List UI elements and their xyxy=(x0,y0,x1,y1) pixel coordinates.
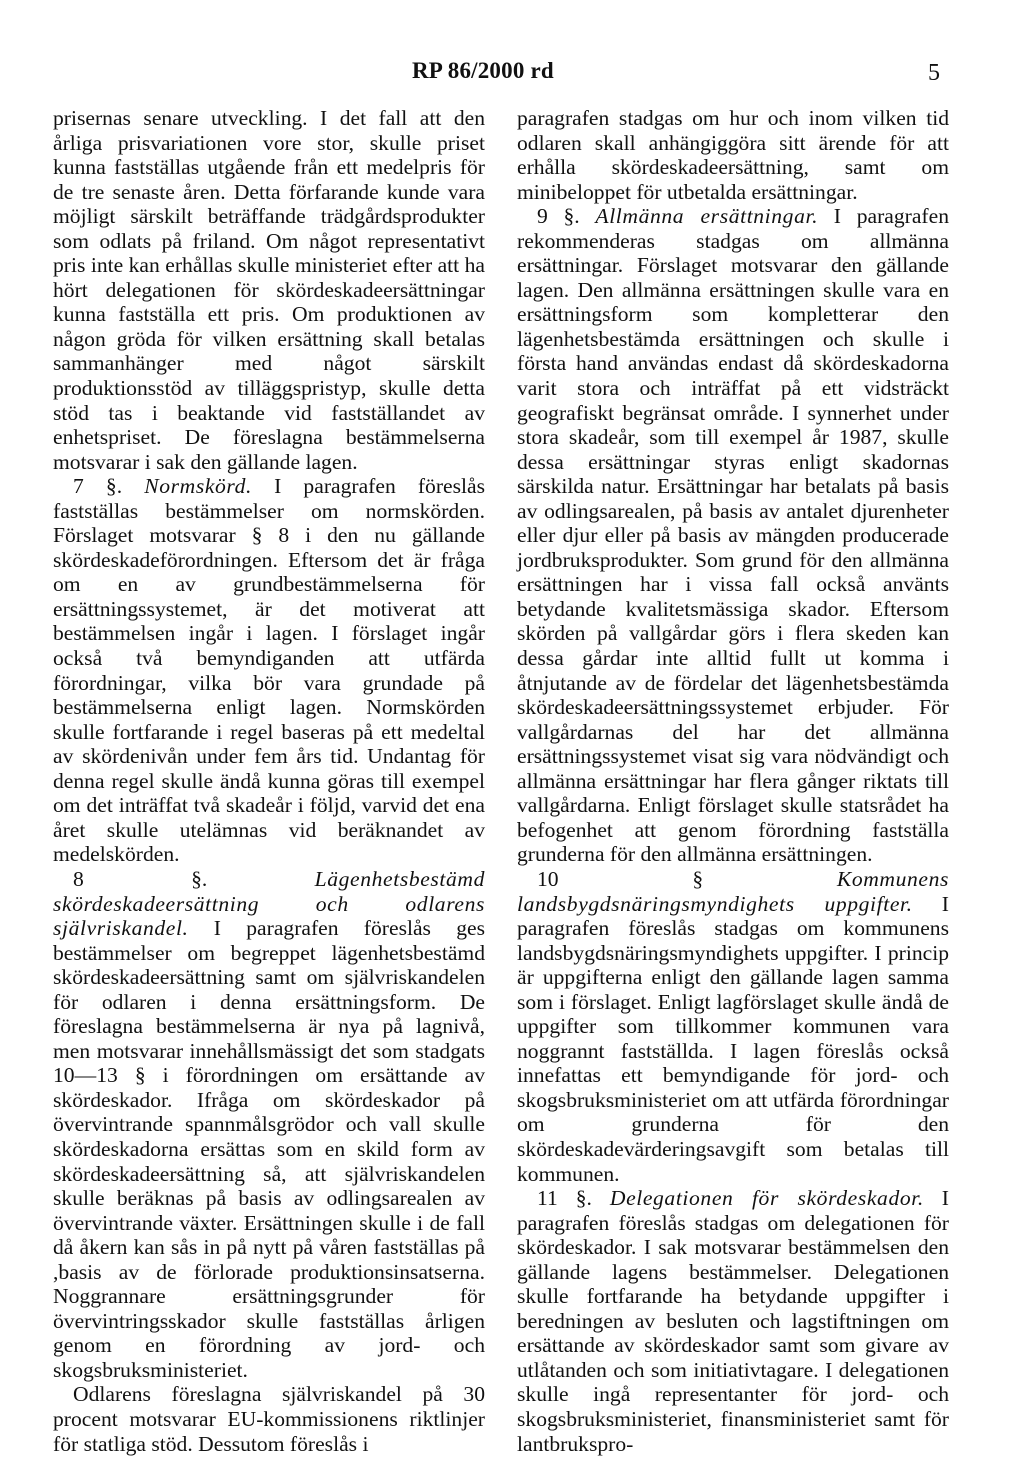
section-text: I paragrafen föreslås fastställas bestämmelser om normskörden. Förslaget motsvarar § 8 i den nu gällande skördeskadeförordningen. Eftersom det är fråga om en av grundbestämmelserna för ersättningssystemet, är det motiverat att bestämmelsen ingår i lagen. I förslaget ingår också två bemyndiganden att utfärda förordningar, vilka bör vara grundade på bestämmelserna enligt lagen. Normskörden skulle fortfarande i regel baseras på ett medeltal av skördenivån under fem års tid. Undantag för denna regel skulle ändå kunna göras till exempel om det inträffat två skadeår i följd, varvid det ena året skulle utelämnas vid beräknandet av medelskörden. xyxy=(53,474,486,867)
page-header xyxy=(0,58,1024,88)
section-7-paragraph xyxy=(53,474,485,867)
section-11-paragraph xyxy=(517,1186,949,1456)
running-title: RP 86/2000 rd xyxy=(412,58,554,83)
paragraph: prisernas senare utveckling. I det fall att den årliga prisvariationen vore stor, skulle priset kunna fastställas utgående från ett medelpris för de tre senaste åren. Detta förfarande kunde vara möjligt särskilt beträffande trädgårdsprodukter som odlats på friland. Om något representativt pris inte kan erhållas skulle ministeriet efter att ha hört delegationen för skördeskadeersättningar kunna fastställa ett pris. Om produktionen av någon gröda för vilken ersättning skall betalas sammanhänger med något särskilt produktionsstöd av tilläggspristyp, skulle detta stöd tas i beaktande vid fastställandet av enhetspriset. De föreslagna bestämmelserna motsvarar i sak den gällande lagen. xyxy=(53,106,485,474)
section-number: 8 §. xyxy=(73,866,315,891)
paragraph: Odlarens föreslagna självriskandel på 30 procent motsvarar EU-kommissionens riktlinjer för statliga stöd. Dessutom föreslås i xyxy=(53,1382,485,1456)
section-8-paragraph xyxy=(53,867,485,1382)
section-title: Allmänna ersättningar. xyxy=(595,204,819,229)
left-column xyxy=(53,106,485,1456)
right-column xyxy=(517,106,949,1456)
section-text: I paragrafen föreslås ges bestämmelser om begreppet lägenhetsbestämd skördeskadeersättning samt om självriskandelen för odlaren i denna ersättningsform. De föreslagna bestämmelserna är nya på lagnivå, men motsvarar innehållsmässigt det som stadgats 10—13 § i förordningen om ersättande av skördeskador. Ifråga om skördeskador på övervintrande spannmålsgrödor och vall skulle skördeskadorna ersättas som en skild form av skördeskadeersättning så, att självriskandelen skulle beräknas på basis av odlingsarealen av övervintrande växter. Ersättningen skulle i de fall då åkern kan sås in på nytt på våren fastställas på ,basis av de förlorade produktionsinsatserna. Noggrannare ersättningsgrunder för övervintringsskador skulle fastställas årligen genom en förordning av jord- och skogsbruksministeriet. xyxy=(53,916,485,1382)
section-10-paragraph xyxy=(517,867,949,1186)
paragraph: paragrafen stadgas om hur och inom vilken tid odlaren skall anhängiggöra sitt ärende för att erhålla skördeskadeersättning, samt om minibeloppet för utbetalda ersättningar. xyxy=(517,106,949,204)
section-title: Kommunens landsbygdsnäringsmyndighets uppgifter. xyxy=(517,866,949,916)
section-number: 9 §. xyxy=(537,204,596,229)
section-9-paragraph xyxy=(517,204,949,867)
section-number: 10 § xyxy=(537,866,837,891)
page-number: 5 xyxy=(928,60,940,86)
section-title: Lägenhetsbestämd skördeskadeersättning och odlarens självriskandel. xyxy=(53,866,485,941)
section-title: Normskörd. xyxy=(144,474,253,499)
section-text: I paragrafen föreslås stadgas om kommunens landsbygdsnäringsmyndighets uppgifter. I princip är uppgifterna enligt den gällande lagen samma som i förslaget. Enligt lagförslaget skulle ändå de uppgifter som tillkommer kommunen vara noggrannt fastställda. I lagen föreslås också innefattas ett bemyndigande för jord- och skogsbruksministeriet om att utfärda förordningar om grunderna för den skördeskadevärderingsavgift som betalas till kommunen. xyxy=(517,891,949,1186)
section-title: Delegationen för skördeskador. xyxy=(609,1186,924,1211)
section-text: I paragrafen rekommenderas stadgas om allmänna ersättningar. Förslaget motsvarar den gällande lagen. Den allmänna ersättningen skulle vara en ersättningsform som kompletterar den lägenhetsbestämda ersättningen och skulle i första hand användas endast då skördeskadorna varit stora och inträffat på ett vidsträckt geografiskt begränsat område. I synnerhet under stora skadeår, som till exempel år 1987, skulle dessa ersättningar styras enligt skadornas särskilda natur. Ersättningar har betalats på basis av odlingsarealen, på basis av antalet djurenheter eller djur eller på basis av mängden producerade jordbruksprodukter. Som grund för den allmänna ersättningen har i vissa fall också använts betydande kvalitetsmässiga skador. Eftersom skörden på vallgårdar görs i flera skeden kan dessa gårdar inte alltid fullt ut komma i åtnjutande av de fördelar det lägenhetsbestämda skördeskadeersättningssystemet erbjuder. För vallgårdarnas del har det allmänna ersättningssystemet visat sig vara nödvändigt och allmänna ersättningar har flera gånger riktats till vallgårdarna. Enligt förslaget skulle statsrådet ha befogenhet att genom förordning fastställa grunderna för den allmänna ersättningen. xyxy=(517,204,950,867)
section-text: I paragrafen föreslås stadgas om delegationen för skördeskador. I sak motsvarar bestämmelsen den gällande lagens bestämmelser. Delegationen skulle fortfarande ha betydande uppgifter i beredningen av besluten och lagstiftningen om ersättande av skördeskador samt som givare av utlåtanden och som initiativtagare. I delegationen skulle ingå representanter för jord- och skogsbruksministeriet, finansministeriet samt för lantbrukspro- xyxy=(517,1186,949,1456)
section-number: 11 §. xyxy=(537,1186,610,1211)
section-number: 7 §. xyxy=(73,474,145,499)
